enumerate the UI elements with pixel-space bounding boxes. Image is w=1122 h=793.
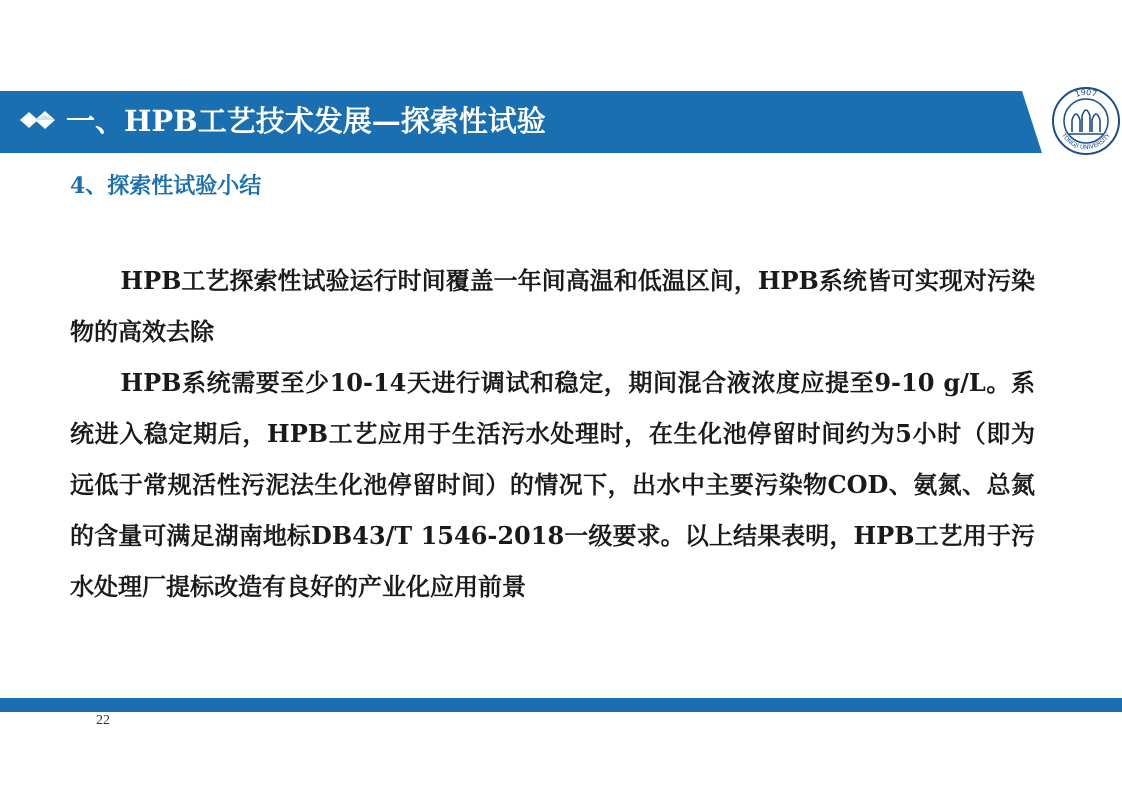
- tongji-university-logo: [1050, 76, 1122, 166]
- svg-text:1907: [1074, 88, 1098, 99]
- logo-year: 1907: [1074, 87, 1098, 99]
- logo-name: TONGJI UNIVERSITY: [1059, 132, 1113, 152]
- summary-text: [70, 255, 1035, 612]
- footer-bar: [0, 698, 1122, 712]
- page-number: 22: [96, 713, 110, 728]
- double-diamond-bullet-icon: [20, 108, 60, 132]
- summary-paragraph-2: HPB系统需要至少10-14天进行调试和稳定，期间混合液浓度应提至9-10 g/L。系统进入稳定期后，HPB工艺应用于生活污水处理时，在生化池停留时间约为5小时（即为远低于常规活性污泥法生化池停留时间）的情况下，出水中主要污染物COD、氨氮、总氮的含量可满足湖南地标DB43/T 1546-2018一级要求。以上结果表明，HPB工艺用于污水处理厂提标改造有良好的产业化应用前景: [70, 368, 1035, 601]
- title-band: [0, 91, 1042, 153]
- slide-title: 一、HPB工艺技术发展—探索性试验: [66, 104, 546, 138]
- section-heading: 4、探索性试验小结: [70, 173, 262, 199]
- summary-paragraph-1: HPB工艺探索性试验运行时间覆盖一年间高温和低温区间，HPB系统皆可实现对污染物的高效去除: [70, 266, 1035, 346]
